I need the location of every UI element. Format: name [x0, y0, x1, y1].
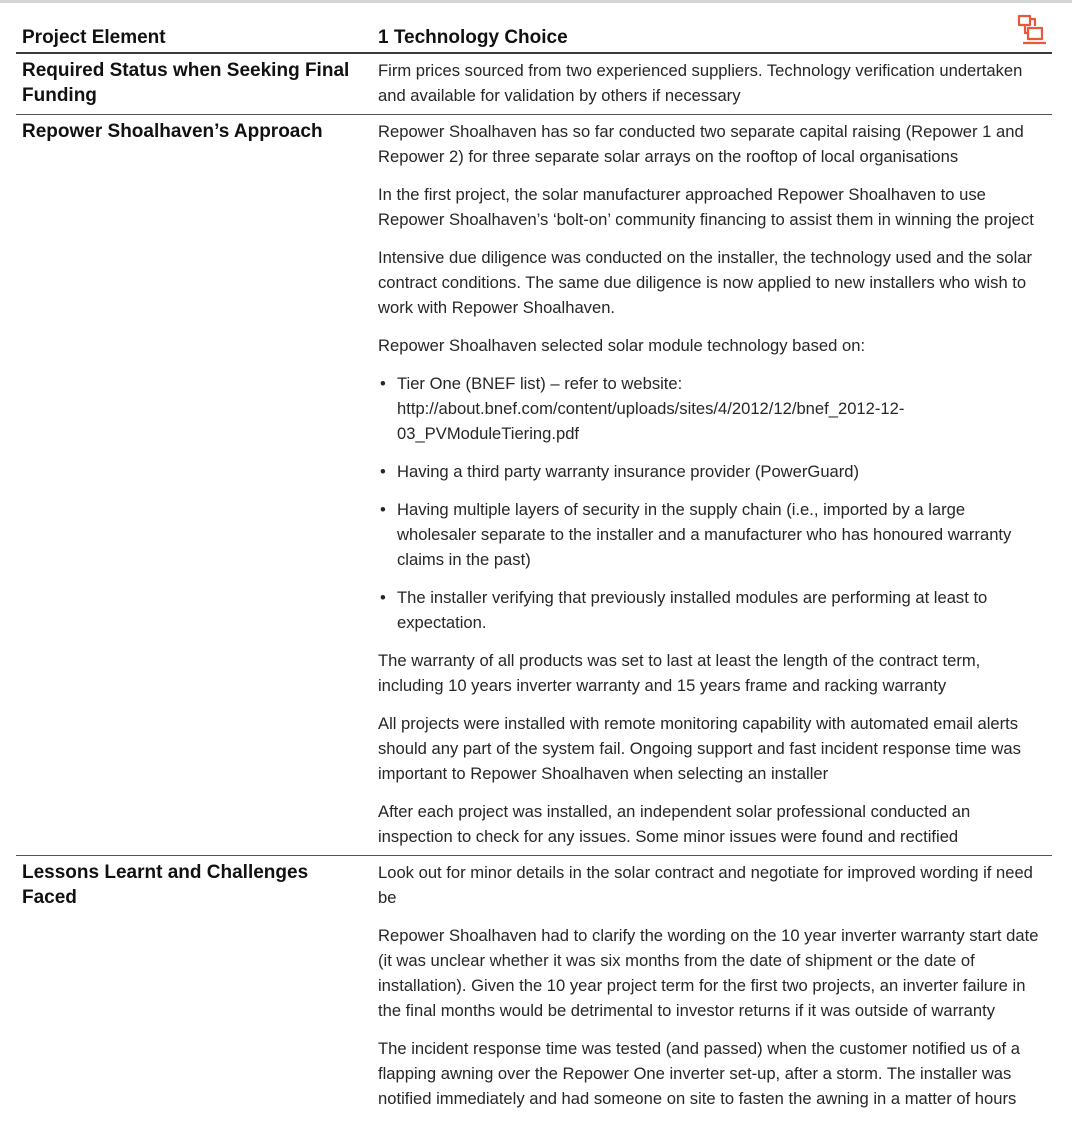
list-item — [378, 585, 1046, 635]
paragraph: Repower Shoalhaven selected solar module technology based on: — [378, 336, 866, 355]
paragraph: Look out for minor details in the solar contract and negotiate for improved wording if need be — [378, 863, 1033, 907]
list-item — [378, 459, 1046, 484]
paragraph: In the first project, the solar manufacturer approached Repower Shoalhaven to use Repower Shoalhaven’s ‘bolt-on’ community financing to assist them in winning the project — [378, 185, 1034, 229]
bullet-icon: • — [380, 374, 386, 393]
row-label-approach: Repower Shoalhaven’s Approach — [16, 115, 372, 856]
list-item-text: The installer verifying that previously installed modules are performing at least to expectation. — [397, 588, 988, 632]
paragraph: All projects were installed with remote monitoring capability with automated email alerts should any part of the system fail. Ongoing support and fast incident response time was important to Repower Shoalhaven when selecting an installer — [378, 714, 1021, 783]
project-table — [16, 22, 1052, 1117]
table-row — [16, 115, 1052, 856]
row-content-lessons — [372, 856, 1052, 1118]
header-technology-choice: 1 Technology Choice — [372, 22, 1052, 53]
paragraph: Repower Shoalhaven has so far conducted two separate capital raising (Repower 1 and Repower 2) for three separate solar arrays on the rooftop of local organisations — [378, 122, 1024, 166]
paragraph: The warranty of all products was set to last at least the length of the contract term, including 10 years inverter warranty and 15 years frame and racking warranty — [378, 651, 981, 695]
table-row — [16, 856, 1052, 1118]
list-item-text: Tier One (BNEF list) – refer to website: http://about.bnef.com/content/uploads/sites/4/2012/12/bnef_2012-12-03_PVModuleTiering.pdf — [397, 374, 905, 443]
bullet-icon: • — [380, 588, 386, 607]
paragraph: Firm prices sourced from two experienced suppliers. Technology verification undertaken and available for validation by others if necessary — [378, 61, 1023, 105]
header-project-element: Project Element — [16, 22, 372, 53]
row-label-lessons: Lessons Learnt and Challenges Faced — [22, 862, 309, 908]
paragraph: Repower Shoalhaven had to clarify the wording on the 10 year inverter warranty start date (it was unclear whether it was six months from the date of shipment or the date of installation). Given the 10 year project term for the first two projects, an inverter failure in the final months would be detrimental to investor returns if it was outside of warranty — [378, 926, 1039, 1020]
row-content-required-status — [372, 53, 1052, 115]
row-content-approach — [372, 115, 1052, 856]
paragraph: Intensive due diligence was conducted on the installer, the technology used and the solar contract conditions. The same due diligence is now applied to new installers who wish to work with Repower Shoalhaven. — [378, 248, 1033, 317]
list-item — [378, 371, 1046, 446]
table-header-row — [16, 22, 1052, 53]
list-item-text: Having multiple layers of security in the supply chain (i.e., imported by a large wholesaler separate to the installer and a manufacturer who has honoured warranty claims in the past) — [397, 500, 1012, 569]
paragraph: After each project was installed, an independent solar professional conducted an inspection to check for any issues. Some minor issues were found and rectified — [378, 802, 971, 846]
top-divider — [0, 0, 1072, 3]
paragraph: The incident response time was tested (and passed) when the customer notified us of a flapping awning over the Repower One inverter set-up, after a storm. The installer was notified immediately and had someone on site to fasten the awning in a matter of hours — [378, 1039, 1020, 1108]
table-row — [16, 53, 1052, 115]
bullet-icon: • — [380, 500, 386, 519]
criteria-list — [378, 371, 1046, 635]
row-label-required-status: Required Status when Seeking Final Funding — [16, 53, 372, 115]
list-item — [378, 497, 1046, 572]
bullet-icon: • — [380, 462, 386, 481]
list-item-text: Having a third party warranty insurance provider (PowerGuard) — [397, 462, 860, 481]
